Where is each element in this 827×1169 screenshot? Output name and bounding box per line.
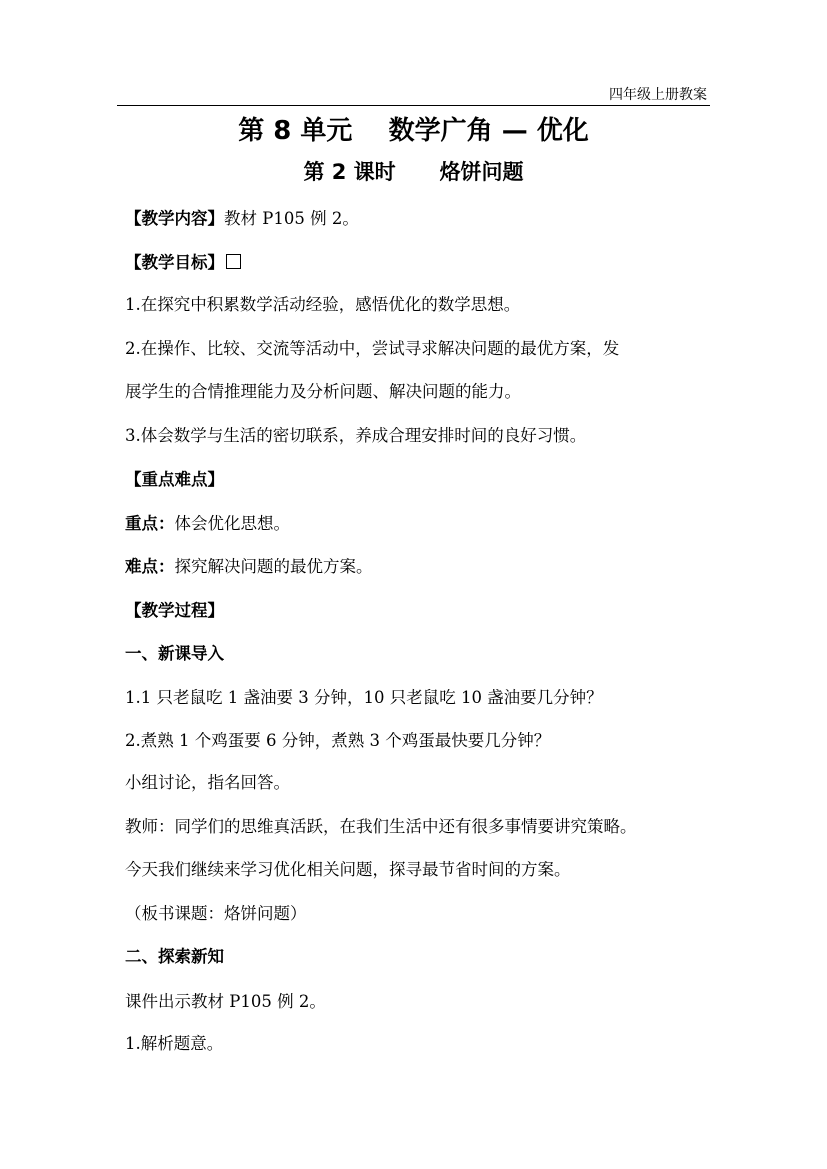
teaching-content-label: 【教学内容】 [125, 209, 224, 228]
intro-line: 今天我们继续来学习优化相关问题，探寻最节省时间的方案。 [125, 860, 571, 879]
key-point-text: 体会优化思想。 [174, 514, 290, 533]
difficulty-row [125, 553, 373, 577]
key-point-row [125, 510, 290, 534]
difficulty-text: 探究解决问题的最优方案。 [174, 557, 373, 576]
goal-item: 2.在操作、比较、交流等活动中，尝试寻求解决问题的最优方案，发 [125, 339, 620, 358]
difficulty-label: 难点： [125, 557, 175, 576]
intro-line: （板书课题：烙饼问题） [125, 904, 307, 923]
intro-line: 2.煮熟 1 个鸡蛋要 6 分钟，煮熟 3 个鸡蛋最快要几分钟？ [125, 731, 551, 750]
explore-line: 1.解析题意。 [125, 1034, 224, 1053]
lesson-subtitle: 第 2 课时 烙饼问题 [303, 160, 524, 184]
section-heading-explore: 二、探索新知 [125, 947, 224, 966]
goal-item: 展学生的合情推理能力及分析问题、解决问题的能力。 [125, 382, 521, 401]
goal-item: 3.体会数学与生活的密切联系，养成合理安排时间的良好习惯。 [125, 426, 587, 445]
teaching-process-heading: 【教学过程】 [125, 601, 224, 620]
section-heading-intro: 一、新课导入 [125, 644, 224, 663]
intro-line: 教师：同学们的思维真活跃，在我们生活中还有很多事情要讲究策略。 [125, 817, 637, 836]
intro-line: 1.1 只老鼠吃 1 盏油要 3 分钟，10 只老鼠吃 10 盏油要几分钟？ [125, 688, 603, 707]
goal-item: 1.在探究中积累数学活动经验，感悟优化的数学思想。 [125, 295, 521, 314]
teaching-content-text: 教材 P105 例 2。 [224, 209, 359, 228]
header-divider [117, 105, 710, 106]
teaching-content-row [125, 205, 359, 229]
intro-line: 小组讨论，指名回答。 [125, 773, 290, 792]
checkbox-icon [226, 254, 241, 269]
teaching-goals-row [125, 249, 241, 273]
page-title: 第 8 单元 数学广角 — 优化 [238, 116, 589, 146]
explore-line: 课件出示教材 P105 例 2。 [125, 992, 326, 1011]
key-point-label: 重点： [125, 514, 175, 533]
teaching-goals-label: 【教学目标】 [125, 253, 224, 272]
header-grade-tag: 四年级上册教案 [609, 87, 707, 103]
keypoints-heading: 【重点难点】 [125, 470, 224, 489]
